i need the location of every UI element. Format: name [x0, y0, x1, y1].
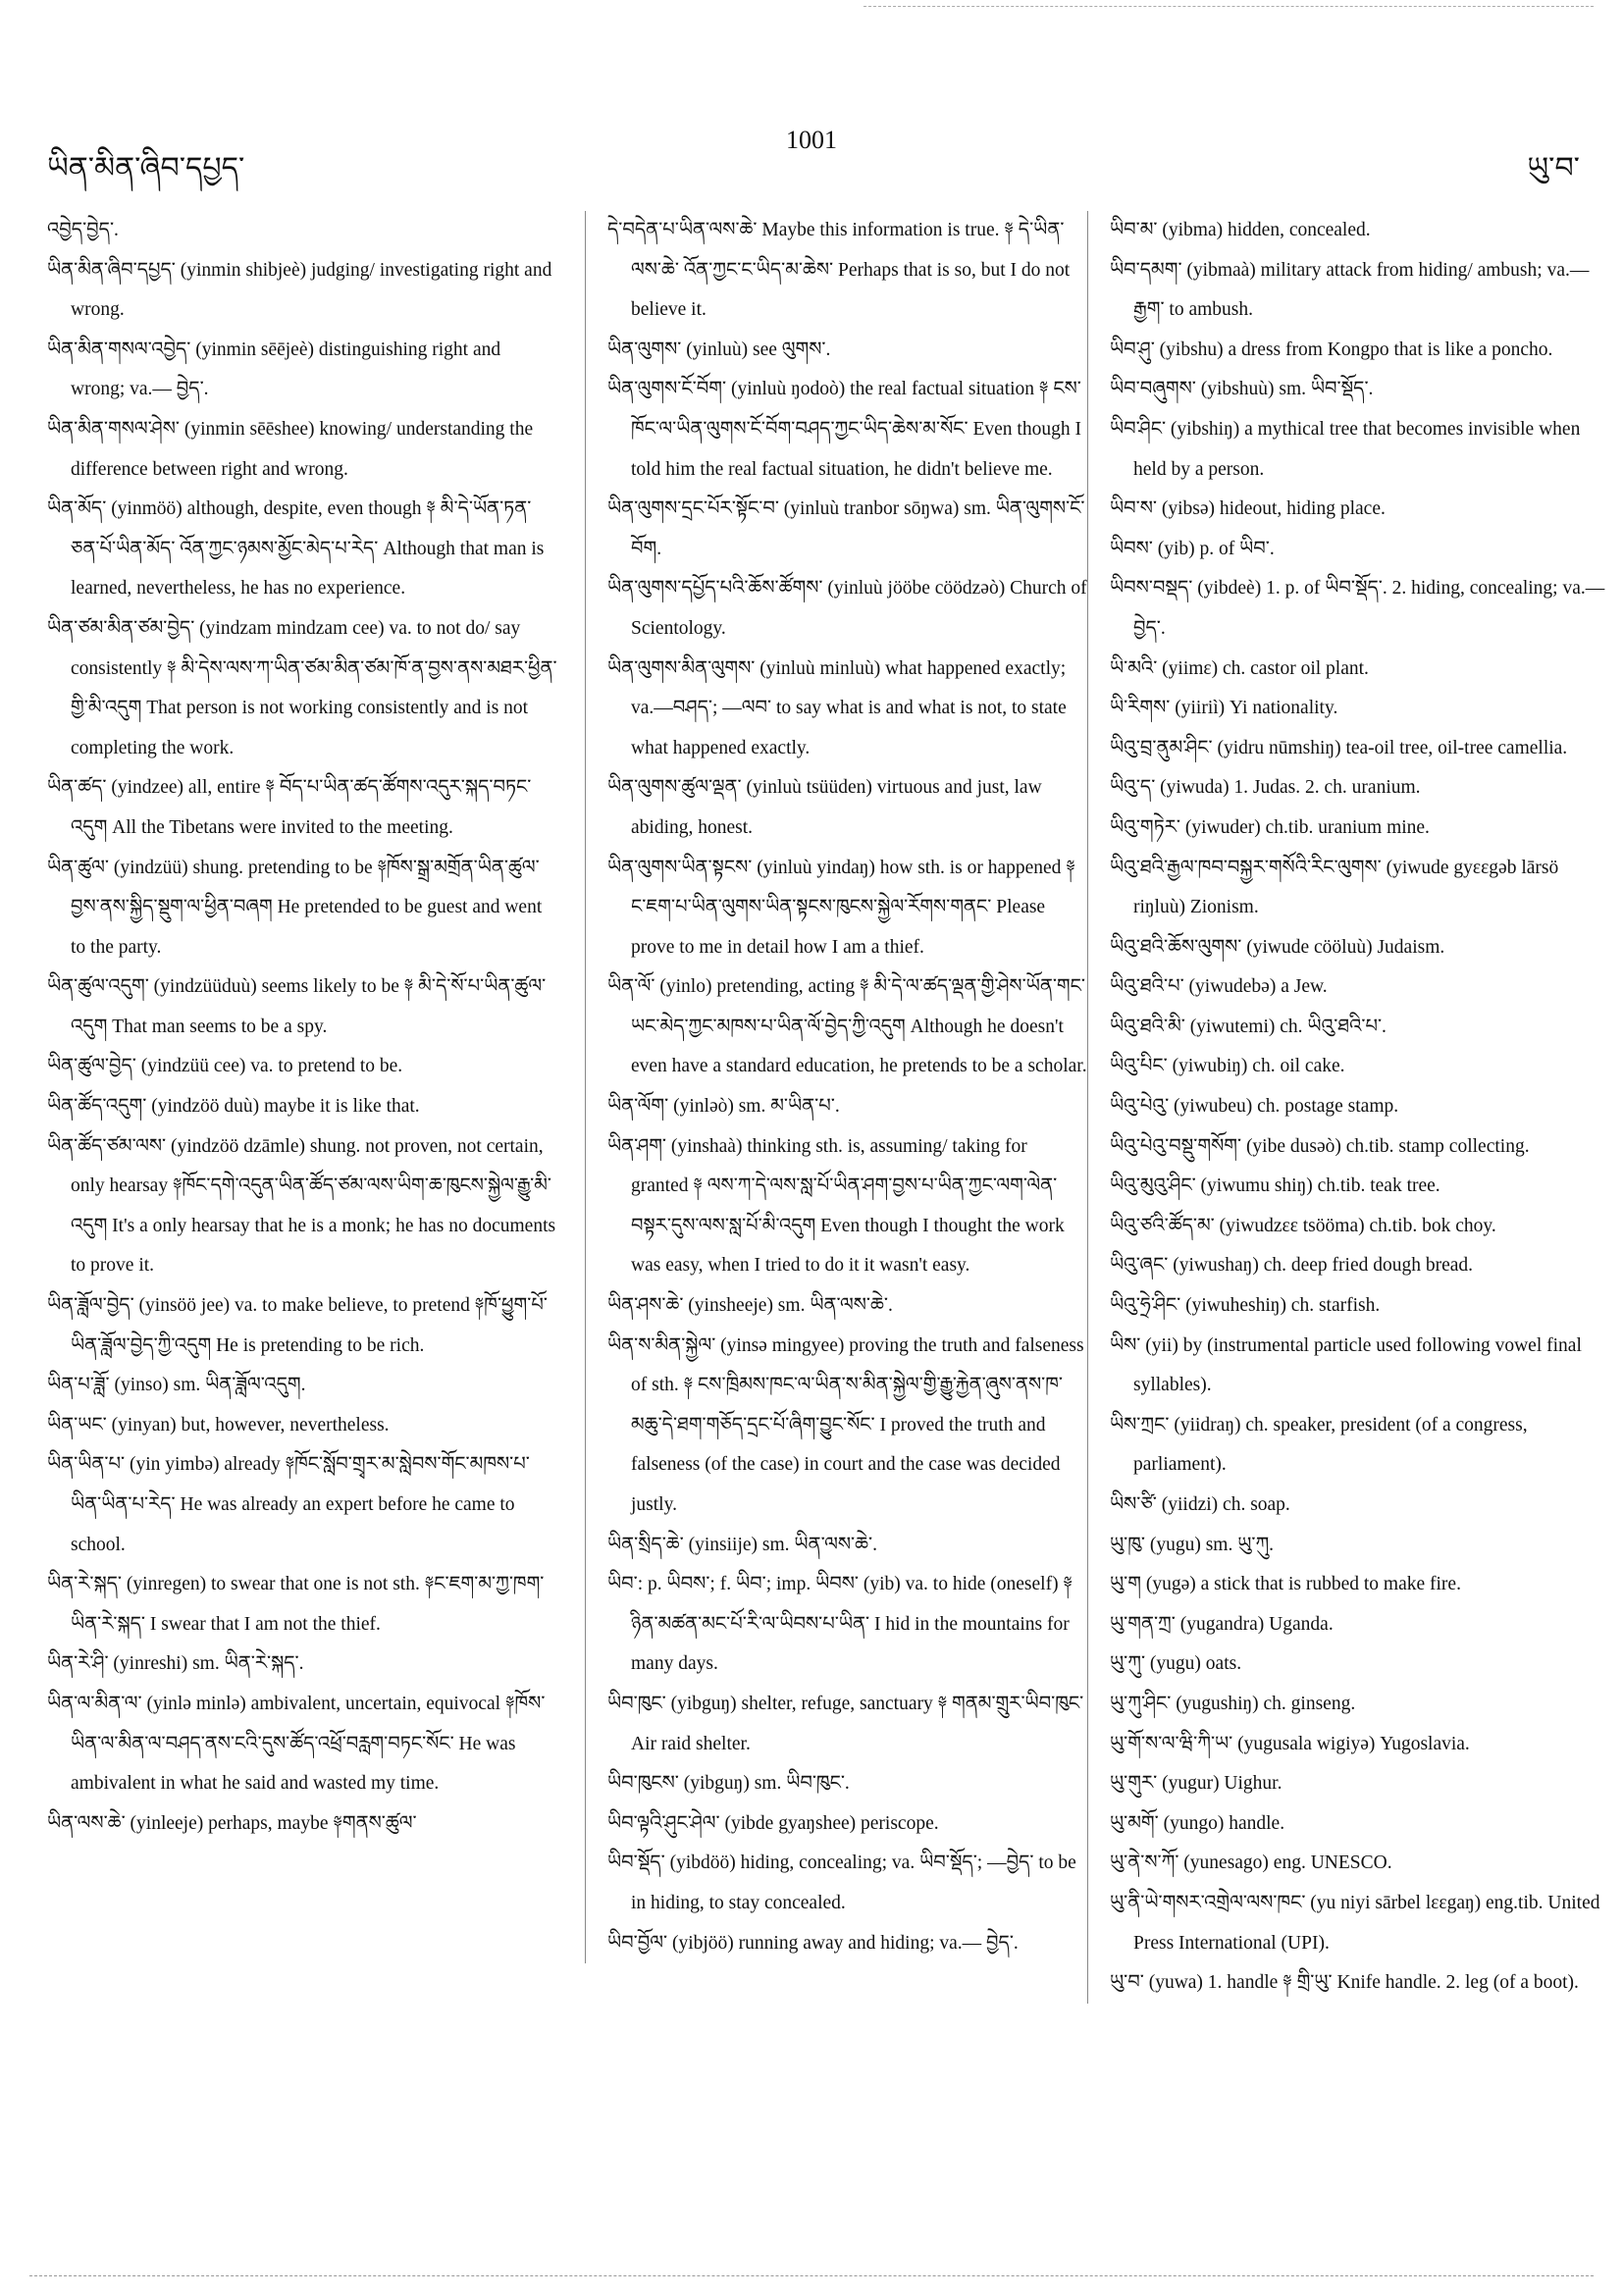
dictionary-entry: ཡིའུ་ད་ (yiwuda) 1. Judas. 2. ch. uranium. [1110, 777, 1421, 799]
dictionary-entry: ཡིན་ལ་མིན་ལ་ (yinlə minlə) ambivalent, uncertain, equivocal ༈ཁོས་ཡིན་ལ་མིན་ལ་བཤད་ནས་ངའི་དུས་ཚོད་འཕྲོ་བརླག་བཏང་སོང་ He was ambivalent in what he said and wasted my time. [47, 1693, 546, 1795]
column-2 [585, 211, 1088, 1963]
dictionary-entry: ཡུ་ག (yugə) a stick that is rubbed to make fire. [1110, 1574, 1461, 1595]
dictionary-entry: ཡུ་གོ་ས་ལ་ཝི་ཀི་ཡ་ (yugusala wigiyə) Yugoslavia. [1110, 1733, 1470, 1754]
dictionary-entry: ཡིས་ཀྲང་ (yiidraŋ) ch. speaker, president (of a congress, parliament). [1110, 1414, 1528, 1476]
dictionary-entry: ཡུ་གན་ཀྲ་ (yugandra) Uganda. [1110, 1613, 1334, 1635]
dictionary-entry: ཡིབ་ཤུ་ (yibshu) a dress from Kongpo that is like a poncho. [1110, 339, 1553, 360]
bottom-edge-rule [29, 2275, 1594, 2276]
dictionary-entry: ཡིན་སྲིད་ཆེ་ (yinsiije) sm. ཡིན་ལས་ཆེ་. [607, 1534, 877, 1555]
dictionary-entry: ཡིབ་ཤིང་ (yibshiŋ) a mythical tree that becomes invisible when held by a person. [1110, 418, 1581, 480]
dictionary-entry: ཡིན་ཚུལ་བྱེད་ (yindzüü cee) va. to pretend to be. [47, 1056, 403, 1077]
dictionary-entry: ཡུ་མགོ་ (yungo) handle. [1110, 1812, 1285, 1834]
dictionary-entry: ཡིན་ལོག་ (yinləò) sm. མ་ཡིན་པ་. [607, 1096, 840, 1118]
dictionary-entry: ཡིའུ་ཞང་ (yiwushaŋ) ch. deep fried dough bread. [1110, 1255, 1474, 1277]
dictionary-entry: ཡུ་ཀུ་ཤིང་ (yugushiŋ) ch. ginseng. [1110, 1693, 1356, 1714]
dictionary-entry: ཡིའུ་པིང་ (yiwubiŋ) ch. oil cake. [1110, 1056, 1345, 1077]
dictionary-entry: ཡིབ་མ་ (yibma) hidden, concealed. [1110, 220, 1371, 240]
dictionary-entry: ཡིན་ལུགས་ཡིན་སྟངས་ (yinluù yindaŋ) how sth. is or happened ༈ ང་ཇག་པ་ཡིན་ལུགས་ཡིན་སྟངས་ཁུངས་སྐྱེལ་རོགས་གནང་ Please prove to me in detail how I am a thief. [607, 857, 1075, 958]
dictionary-entry: ཡིབ་ལྟའི་ཤུང་ཤེལ་ (yibde gyaŋshee) periscope. [607, 1812, 939, 1834]
dictionary-entry: ཡིན་ཚོད་ཙམ་ལས་ (yindzöö dzāmle) shung. not proven, not certain, only hearsay ༈ཁོང་དགེ་འདུན་ཡིན་ཚོད་ཙམ་ལས་ཡིག་ཆ་ཁུངས་སྐྱེལ་རྒྱུ་མི་འདུག It's a only hearsay that he is a monk; he has no documents to prove it. [47, 1135, 556, 1277]
dictionary-entry: ཡིབ་བྱོལ་ (yibjöö) running away and hiding; va.— བྱེད་. [607, 1932, 1019, 1954]
dictionary-entry: ཡིན་ས་མིན་སྐྱེལ་ (yinsə mingyee) proving the truth and falseness of sth. ༈ ངས་ཁྲིམས་ཁང་ལ་ཡིན་ས་མིན་སྐྱེལ་གྱི་རྒྱུ་རྐྱེན་ཞུས་ནས་ཁ་མཆུ་དེ་ཐག་གཅོད་དྲང་པོ་ཞིག་བྱུང་སོང་ I proved the truth and falseness (of the case) in court and the case was decided justly. [607, 1334, 1084, 1515]
dictionary-entry: ཡིབ་སྡོད་ (yibdöö) hiding, concealing; va. ཡིབ་སྡོད་; —བྱེད་ to be in hiding, to stay concealed. [607, 1852, 1076, 1913]
dictionary-entry: ཡིན་རེ་ཤི་ (yinreshi) sm. ཡིན་རེ་སྐད་. [47, 1653, 304, 1675]
dictionary-entry: ཡིའུ་ཐའི་པ་ (yiwudebə) a Jew. [1110, 976, 1328, 998]
dictionary-entry: ཡིའུ་བྲ་ནུམ་ཤིང་ (yidru nūmshiŋ) tea-oil tree, oil-tree camellia. [1110, 737, 1568, 758]
dictionary-entry: ཡི་རིགས་ (yiiriì) Yi nationality. [1110, 698, 1338, 719]
dictionary-entry: ཡིས་ཙི་ (yiidzi) ch. soap. [1110, 1494, 1290, 1515]
dictionary-entry: ཡིན་ཚུལ་འདུག་ (yindzüüduù) seems likely to be ༈ མི་དེ་སོ་པ་ཡིན་ཚུལ་འདུག That man seems to be a spy. [47, 976, 547, 1037]
dictionary-entry: ཡིན་ལུགས་མིན་ལུགས་ (yinluù minluù) what happened exactly; va.—བཤད་; —ལབ་ to say what is and what is not, to state what happened exactly. [607, 657, 1067, 758]
top-edge-rule [864, 6, 1594, 7]
dictionary-entry: ཡིན་ཡིན་པ་ (yin yimbə) already ༈ཁོང་སློབ་གྲྭར་མ་སླེབས་གོང་མཁས་པ་ཡིན་ཡིན་པ་རེད་ He was already an expert before he came to school. [47, 1454, 530, 1555]
dictionary-entry: ཡིན་ལོ་ (yinlo) pretending, acting ༈ མི་དེ་ལ་ཚད་ལྡན་གྱི་ཤེས་ཡོན་གང་ཡང་མེད་ཀྱང་མཁས་པ་ཡིན་ལོ་བྱེད་ཀྱི་འདུག Although he doesn't even have a standard education, he pretends to be a scholar. [607, 976, 1087, 1077]
dictionary-entry: ཡིན་ལུགས་ངོ་བོག་ (yinluù ŋodoò) the real factual situation ༈ ངས་ཁོང་ལ་ཡིན་ལུགས་ངོ་བོག་བཤད་ཀྱང་ཡིད་ཆེས་མ་སོང་ Even though I told him the real factual situation, he didn't believe me. [607, 379, 1081, 480]
dictionary-entry: ཡིབས་བསྡད་ (yibdeè) 1. p. of ཡིབ་སྡོད་. 2. hiding, concealing; va.—བྱེད་. [1110, 578, 1605, 639]
dictionary-entry: ཡུ་ཁུ་ (yugu) sm. ཡུ་ཀུ. [1110, 1534, 1275, 1555]
dictionary-entry: ཡིབ་བཞུགས་ (yibshuù) sm. ཡིབ་སྡོད་. [1110, 379, 1374, 400]
dictionary-entry: ཡིན་ལས་ཆེ་ (yinleeje) perhaps, maybe ༈གནས་ཚུལ་ [47, 1812, 417, 1834]
dictionary-entry: ཡུ་ནེ་ས་ཀོ་ (yunesago) eng. UNESCO. [1110, 1852, 1392, 1874]
dictionary-entry: ཡིས་ (yii) by (instrumental particle used following vowel final syllables). [1110, 1334, 1582, 1396]
dictionary-entry: ཡུ་བ་ (yuwa) 1. handle ༈ གྲི་ཡུ་ Knife handle. 2. leg (of a boot). [1110, 1972, 1579, 1994]
dictionary-entry: ཡིབས་ (yib) p. of ཡིབ་. [1110, 538, 1275, 559]
dictionary-entry: ཡིན་མིན་གསལ་ཤེས་ (yinmin sēēshee) knowing/ understanding the difference between right and wrong. [47, 418, 534, 480]
dictionary-entry: ཡིན་རེ་སྐད་ (yinregen) to swear that one is not sth. ༈ང་ཇག་མ་ཀྱ་ཁག་ཡིན་རེ་སྐད་ I swear that I am not the thief. [47, 1574, 545, 1635]
dictionary-entry: ཡིན་ཙམ་མིན་ཙམ་བྱེད་ (yindzam mindzam cee) va. to not do/ say consistently ༈ མི་དེས་ལས་ཀ་ཡིན་ཙམ་མིན་ཙམ་ཁོ་ན་བྱས་ནས་མཐར་ཕྱིན་གྱི་མི་འདུག That person is not working consistently and is not completing the work. [47, 617, 557, 758]
left-guideword: ཡིན་མིན་ཞིབ་དཔྱད་ [47, 152, 245, 184]
dictionary-entry: ཡིན་པ་ཟློ་ (yinso) sm. ཡིན་ཟློལ་འདུག. [47, 1375, 306, 1396]
dictionary-entry: ཡིན་མིན་ཞིབ་དཔྱད་ (yinmin shibjeè) judging/ investigating right and wrong. [47, 259, 552, 321]
dictionary-entry: ཡིའུ་ཙའི་ཚོད་མ་ (yiwudzɛɛ tsööma) ch.tib. bok choy. [1110, 1215, 1496, 1236]
dictionary-entry: ཡིན་ཡང་ (yinyan) but, however, nevertheless. [47, 1414, 390, 1435]
right-guideword: ཡུ་བ་ [1527, 152, 1580, 184]
dictionary-entry: ཡིའུ་པེའུ་བསྡུ་གསོག་ (yibe dusəò) ch.tib. stamp collecting. [1110, 1135, 1530, 1157]
dictionary-entry: ཡིན་ལུགས་དྲང་པོར་སྟོང་བ་ (yinluù tranbor sōŋwa) sm. ཡིན་ལུགས་ངོ་བོག. [607, 498, 1085, 559]
dictionary-entry: ཡིའུ་ཐའི་ཆོས་ལུགས་ (yiwude cööluù) Judaism. [1110, 936, 1445, 958]
column-1 [47, 211, 557, 1844]
dictionary-entry: ཡིའུ་ཐའི་མི་ (yiwutemi) ch. ཡིའུ་ཐའི་པ་. [1110, 1016, 1387, 1037]
dictionary-entry: ཡིན་ཤས་ཆེ་ (yinsheeje) sm. ཡིན་ལས་ཆེ་. [607, 1295, 893, 1317]
dictionary-entry: ཡིའུ་གཏེར་ (yiwuder) ch.tib. uranium mine. [1110, 816, 1430, 838]
dictionary-entry: ཡིབ་དམག་ (yibmaà) military attack from hiding/ ambush; va.—རྒྱག་ to ambush. [1110, 259, 1590, 321]
dictionary-entry: ཡིབ་ཁུངས་ (yibguŋ) sm. ཡིབ་ཁུང་. [607, 1773, 850, 1795]
dictionary-entry: ཡུ་གུར་ (yugur) Uighur. [1110, 1773, 1283, 1795]
page-header [0, 126, 1623, 184]
dictionary-entry: ཡིན་ལུགས་ཚུལ་ལྡན་ (yinluù tsüüden) virtuous and just, law abiding, honest. [607, 777, 1042, 838]
dictionary-entry: དེ་བདེན་པ་ཡིན་ལས་ཆེ་ Maybe this information is true. ༈ དེ་ཡིན་ལས་ཆེ་ འོན་ཀྱང་ང་ཡིད་མ་ཆེས་ Perhaps that is so, but I do not believe it. [607, 220, 1071, 321]
dictionary-entry: ཡིན་ལུགས་ (yinluù) see ལུགས་. [607, 339, 831, 360]
dictionary-entry: ཡིན་ཚུལ་ (yindzüü) shung. pretending to be ༈ཁོས་སྒྲ་མགྲོན་ཡིན་ཚུལ་བྱས་ནས་སྐྱིད་སྡུག་ལ་ཕྱིན་བཞག He pretended to be guest and went to the party. [47, 857, 543, 958]
dictionary-entry: ཡིན་ལུགས་དཔྱོད་པའི་ཆོས་ཚོགས་ (yinluù jööbe cöödzəò) Church of Scientology. [607, 578, 1087, 639]
dictionary-entry: ཡུ་ནི་ཡེ་གསར་འགྲེལ་ལས་ཁང་ (yu niyi sārbel lɛɛgaŋ) eng.tib. United Press International (UPI). [1110, 1892, 1600, 1954]
dictionary-entry: འབྱེད་བྱེད་. [47, 220, 119, 240]
dictionary-entry: ཡིབ་: p. ཡིབས་; f. ཡིབ་; imp. ཡིབས་ (yib) va. to hide (oneself) ༈ ཉིན་མཚན་མང་པོ་རི་ལ་ཡིབས་པ་ཡིན་ I hid in the mountains for many days. [607, 1574, 1073, 1675]
dictionary-entry: ཡིན་ཚོད་འདུག་ (yindzöö duù) maybe it is like that. [47, 1096, 420, 1118]
dictionary-entry: ཡིའུ་པེའུ་ (yiwubeu) ch. postage stamp. [1110, 1096, 1399, 1118]
page-number: 1001 [786, 126, 837, 154]
dictionary-entry: ཡིབ་ས་ (yibsə) hideout, hiding place. [1110, 498, 1386, 520]
dictionary-entry: ཡིའུ་ཐའི་རྒྱལ་ཁབ་བསྐྱར་གསོའི་རིང་ལུགས་ (yiwude gyɛɛgəb lārsö riŋluù) Zionism. [1110, 857, 1559, 918]
column-3 [1087, 211, 1610, 2004]
dictionary-entry: ཡིན་མོད་ (yinmöö) although, despite, even though ༈ མི་དེ་ཡོན་ཏན་ཅན་པོ་ཡིན་མོད་ འོན་ཀྱང་ཉམས་མྱོང་མེད་པ་རེད་ Although that man is learned, nevertheless, he has no experience. [47, 498, 545, 600]
dictionary-entry: ཡུ་ཀུ་ (yugu) oats. [1110, 1653, 1242, 1675]
dictionary-entry: ཡིའུ་མུའུ་ཤིང་ (yiwumu shiŋ) ch.tib. teak tree. [1110, 1175, 1440, 1197]
dictionary-entry: ཡིན་ཤག་ (yinshaà) thinking sth. is, assuming/ taking for granted ༈ ལས་ཀ་དེ་ལས་སླ་པོ་ཡིན་ཤག་བྱས་པ་ཡིན་ཀྱང་ལག་ལེན་བསྟར་དུས་ལས་སླ་པོ་མི་འདུག Even though I thought the work was easy, when I tried to do it it wasn't easy. [607, 1135, 1065, 1277]
dictionary-entry: ཡི་མའི་ (yiimɛ) ch. castor oil plant. [1110, 657, 1369, 679]
dictionary-entry: ཡིབ་ཁུང་ (yibguŋ) shelter, refuge, sanctuary ༈ གནམ་གྲུར་ཡིབ་ཁུང་ Air raid shelter. [607, 1693, 1084, 1754]
dictionary-entry: ཡིའུ་ཧྲེ་ཤིང་ (yiwuheshiŋ) ch. starfish. [1110, 1295, 1381, 1317]
dictionary-entry: ཡིན་མིན་གསལ་འབྱེད་ (yinmin sēējeè) distinguishing right and wrong; va.— བྱེད་. [47, 339, 501, 400]
dictionary-entry: ཡིན་ཚད་ (yindzee) all, entire ༈ བོད་པ་ཡིན་ཚད་ཚོགས་འདུར་སྐད་བཏང་འདུག All the Tibetans were invited to the meeting. [47, 777, 532, 838]
dictionary-entry: ཡིན་ཟློལ་བྱེད་ (yinsöö jee) va. to make believe, to pretend ༈ཁོ་ཕྱུག་པོ་ཡིན་ཟློལ་བྱེད་ཀྱི་འདུག He is pretending to be rich. [47, 1295, 548, 1356]
